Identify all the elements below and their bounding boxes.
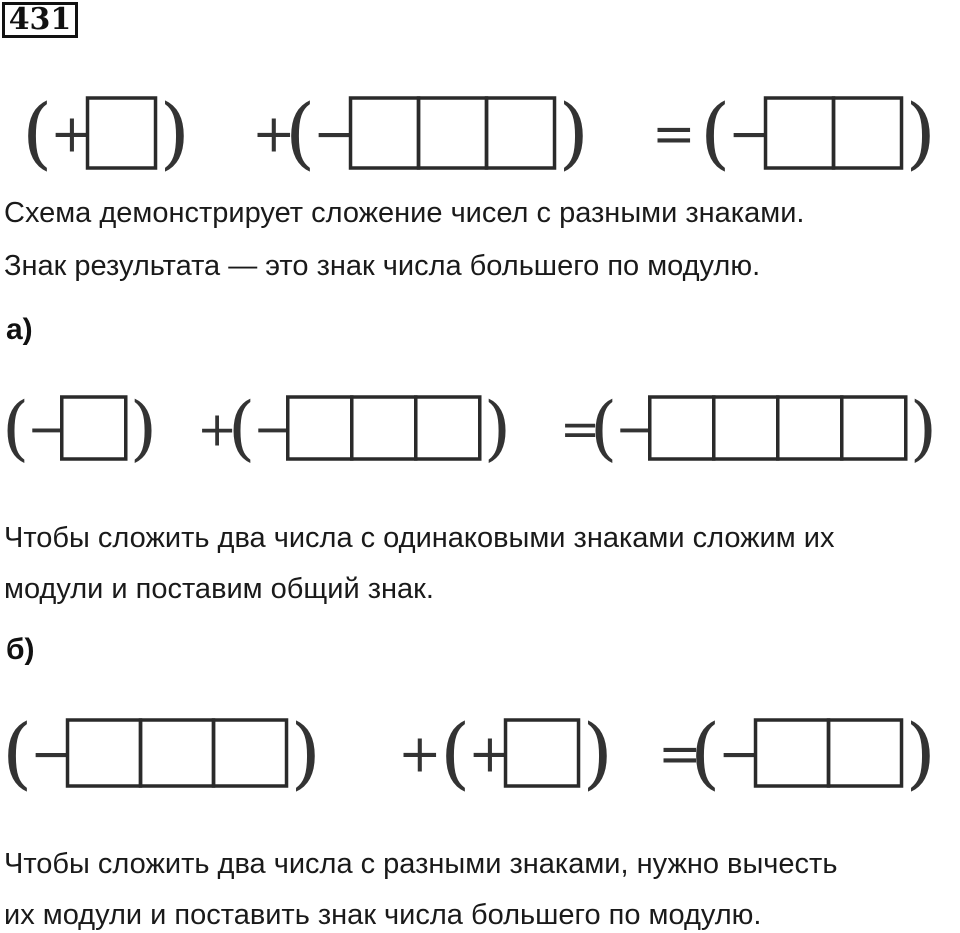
first-term-digit-cell <box>62 397 126 459</box>
result-sign: − <box>615 401 656 458</box>
second-term-close-paren: ) <box>582 708 613 799</box>
task-number: 431 <box>2 2 78 38</box>
part-a-explanation-line-2: модули и поставим общий знак. <box>4 573 434 605</box>
result-sign: − <box>718 724 762 785</box>
result-digit-cell <box>842 397 906 459</box>
first-term-digit-cell <box>88 98 156 168</box>
equals-sign: = <box>560 401 601 458</box>
first-term-sign: − <box>30 724 74 785</box>
second-term-digit-cell <box>288 397 352 459</box>
result-digit-cell <box>834 98 902 168</box>
scheme-main <box>0 88 960 178</box>
result-digit-cell <box>756 720 829 786</box>
first-term-close-paren: ) <box>290 708 321 799</box>
second-term-digit-cell <box>506 720 579 786</box>
result-open-paren: ( <box>590 386 618 469</box>
second-term-close-paren: ) <box>558 88 589 179</box>
first-term-close-paren: ) <box>129 386 158 469</box>
second-term-open-paren: ( <box>285 88 316 179</box>
equals-sign: = <box>652 104 696 165</box>
result-digit-cell <box>778 397 842 459</box>
first-term-digit-cell <box>68 720 141 786</box>
second-term-close-paren: ) <box>483 386 512 469</box>
scheme-description-line-1: Схема демонстрирует сложение чисел с разными знаками. <box>4 197 805 229</box>
plus-operator: + <box>398 724 442 785</box>
part-a-label: а) <box>6 313 33 346</box>
first-term-open-paren: ( <box>2 708 33 799</box>
second-term-sign: − <box>253 401 294 458</box>
result-sign: − <box>728 104 772 165</box>
second-term-sign: + <box>468 724 512 785</box>
second-term-open-paren: ( <box>228 386 256 469</box>
second-term-digit-cell <box>419 98 487 168</box>
result-close-paren: ) <box>909 386 938 469</box>
second-term-open-paren: ( <box>440 708 471 799</box>
result-close-paren: ) <box>905 88 936 179</box>
first-term-open-paren: ( <box>2 386 30 469</box>
plus-operator: + <box>197 401 238 458</box>
first-term-close-paren: ) <box>159 88 190 179</box>
plus-operator: + <box>252 104 296 165</box>
result-digit-cell <box>650 397 714 459</box>
part-a-explanation-line-1: Чтобы сложить два числа с одинаковыми знаками сложим их <box>4 522 835 554</box>
scheme-description-line-2: Знак результата — это знак числа большего по модулю. <box>4 250 761 282</box>
result-open-paren: ( <box>700 88 731 179</box>
scheme-a <box>0 386 960 470</box>
first-term-digit-cell <box>141 720 214 786</box>
first-term-open-paren: ( <box>22 88 53 179</box>
second-term-digit-cell <box>487 98 555 168</box>
first-term-sign: + <box>50 104 94 165</box>
result-open-paren: ( <box>690 708 721 799</box>
part-b-explanation-line-1: Чтобы сложить два числа с разными знаками, нужно вычесть <box>4 848 838 880</box>
first-term-digit-cell <box>214 720 287 786</box>
result-digit-cell <box>714 397 778 459</box>
result-digit-cell <box>829 720 902 786</box>
part-b-label: б) <box>6 633 35 666</box>
second-term-digit-cell <box>351 98 419 168</box>
part-b-explanation-line-2: их модули и поставить знак числа большего по модулю. <box>4 899 762 931</box>
equals-sign: = <box>658 724 702 785</box>
second-term-digit-cell <box>416 397 480 459</box>
result-digit-cell <box>766 98 834 168</box>
scheme-b <box>0 708 960 798</box>
result-close-paren: ) <box>905 708 936 799</box>
first-term-sign: − <box>27 401 68 458</box>
second-term-sign: − <box>313 104 357 165</box>
second-term-digit-cell <box>352 397 416 459</box>
